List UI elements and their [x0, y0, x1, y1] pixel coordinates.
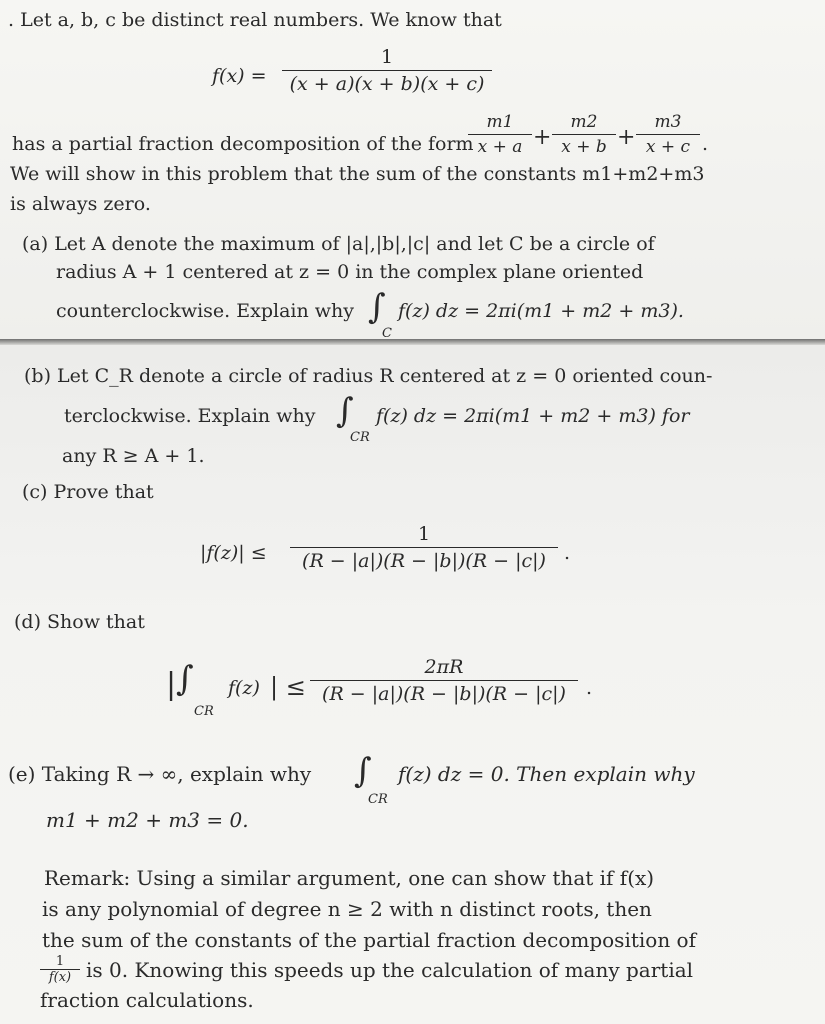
pf-term-1-num: m1: [486, 112, 514, 132]
pf-term-2: [552, 112, 616, 157]
remark-line-5: fraction calculations.: [40, 988, 254, 1012]
part-c-lhs: |f(z)| ≤: [200, 542, 267, 564]
pf-term-1-den: x + a: [477, 137, 523, 157]
part-b-line-1: (b) Let C_R denote a circle of radius R centered at z = 0 oriented coun-: [24, 365, 713, 387]
part-a-line-3-post: f(z) dz = 2πi(m1 + m2 + m3).: [398, 300, 684, 322]
part-b-line-2-pre: terclockwise. Explain why: [64, 405, 316, 427]
part-c-numerator: 1: [417, 523, 431, 545]
part-b-line-2-post: f(z) dz = 2πi(m1 + m2 + m3) for: [376, 405, 690, 427]
integral-sign: ∫: [368, 287, 386, 327]
fx-lhs: f(x) =: [212, 65, 267, 87]
remark-line-1: Remark: Using a similar argument, one can show that if f(x): [44, 866, 655, 890]
pf-term-2-den: x + b: [561, 137, 607, 157]
pf-plus-2: +: [617, 125, 636, 150]
integral-sign: ∫: [354, 751, 372, 791]
pf-term-1: [468, 112, 532, 157]
part-c-end: .: [564, 542, 571, 564]
pf-term-3-den: x + c: [645, 137, 691, 157]
fx-numerator: 1: [380, 46, 394, 68]
contour-label-cr: CR: [194, 704, 214, 719]
remark-fraction-den: f(x): [48, 970, 72, 985]
part-d-fraction: [310, 656, 578, 705]
part-d-rel: | ≤: [270, 673, 306, 701]
pf-term-3: [636, 112, 700, 157]
fraction-bar: [290, 547, 558, 548]
part-e-line-1-post: f(z) dz = 0. Then explain why: [398, 762, 695, 786]
part-a-line-1: (a) Let A denote the maximum of |a|,|b|,|c| and let C be a circle of: [22, 233, 655, 255]
part-d-label: (d) Show that: [14, 611, 145, 633]
intro-line-3: We will show in this problem that the sum of the constants m1+m2+m3: [10, 163, 705, 185]
contour-label-c: C: [382, 326, 392, 341]
intro-line-1: . Let a, b, c be distinct real numbers. We know that: [8, 9, 502, 31]
remark-line-4: is 0. Knowing this speeds up the calculation of many partial: [86, 958, 694, 982]
part-c-denominator: (R − |a|)(R − |b|)(R − |c|): [302, 550, 546, 572]
integral-sign: ∫: [336, 391, 354, 431]
part-a-line-2: radius A + 1 centered at z = 0 in the complex plane oriented: [56, 261, 644, 283]
pf-plus-1: +: [533, 125, 552, 150]
pf-term-3-num: m3: [654, 112, 682, 132]
part-e-line-1-pre: (e) Taking R → ∞, explain why: [8, 762, 312, 786]
fraction-bar: [282, 70, 492, 71]
fraction-bar: [552, 134, 616, 135]
part-c-fraction: [290, 523, 558, 572]
contour-label-cr: CR: [368, 792, 388, 807]
fraction-bar: [310, 680, 578, 681]
part-d-integrand: f(z): [228, 677, 260, 699]
part-d-numerator: 2πR: [424, 656, 464, 678]
pf-term-2-num: m2: [570, 112, 598, 132]
intro-line-4: is always zero.: [10, 193, 151, 215]
part-d-end: .: [586, 677, 593, 699]
integral-sign: ∫: [176, 659, 194, 699]
remark-line-2: is any polynomial of degree n ≥ 2 with n distinct roots, then: [42, 897, 652, 921]
remark-fraction-num: 1: [55, 954, 65, 969]
fx-denominator: (x + a)(x + b)(x + c): [289, 73, 485, 95]
part-d-denominator: (R − |a|)(R − |b|)(R − |c|): [322, 683, 566, 705]
part-c-label: (c) Prove that: [22, 481, 154, 503]
pf-text: has a partial fraction decomposition of the form: [12, 133, 474, 155]
part-d-abs-bar-left: |: [166, 667, 177, 702]
part-b-line-3: any R ≥ A + 1.: [62, 445, 205, 467]
remark-line-3: the sum of the constants of the partial fraction decomposition of: [42, 928, 696, 952]
fx-fraction: [282, 46, 492, 95]
remark-fraction: [40, 954, 80, 985]
part-e-line-2: m1 + m2 + m3 = 0.: [46, 808, 249, 832]
contour-label-cr: CR: [350, 430, 370, 445]
fraction-bar: [636, 134, 700, 135]
part-a-line-3-pre: counterclockwise. Explain why: [56, 300, 354, 322]
pf-end: .: [702, 133, 709, 155]
fraction-bar: [468, 134, 532, 135]
